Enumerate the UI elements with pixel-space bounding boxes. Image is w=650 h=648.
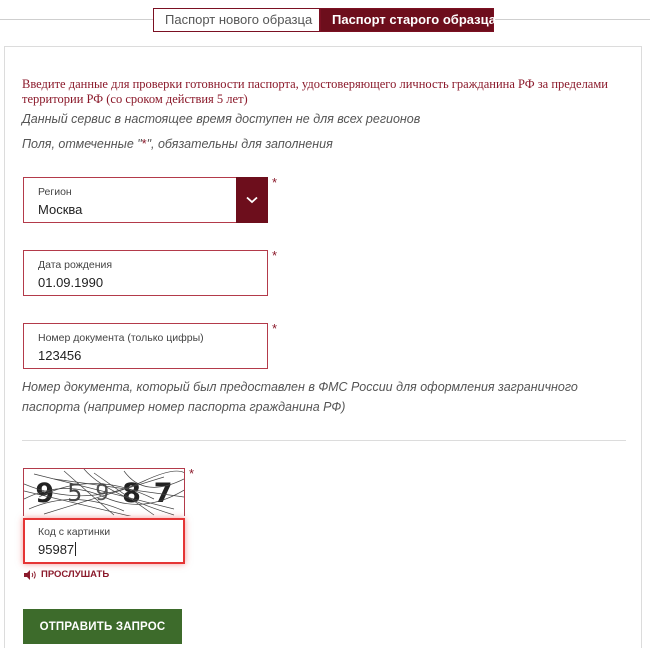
- birth-date-field[interactable]: [23, 250, 268, 296]
- required-note-prefix: Поля, отмеченные ": [22, 137, 142, 151]
- tab-new-passport[interactable]: Паспорт нового образца: [153, 8, 320, 32]
- availability-note: Данный сервис в настоящее время доступен не для всех регионов: [22, 112, 421, 126]
- required-note: [22, 137, 333, 151]
- submit-request-button[interactable]: ОТПРАВИТЬ ЗАПРОС: [23, 609, 182, 644]
- speaker-icon: [24, 570, 38, 580]
- region-required-mark: *: [272, 175, 278, 190]
- form-intro: Введите данные для проверки готовности паспорта, удостоверяющего личность гражданина РФ за пределами территории РФ (со сроком действия 5 лет): [22, 77, 608, 106]
- document-number-field[interactable]: [23, 323, 268, 369]
- captcha-digit: 5: [67, 479, 85, 507]
- captcha-code-input[interactable]: [38, 542, 168, 557]
- document-number-hint: Номер документа, который был предоставлен в ФМС России для оформления заграничного паспорта (например номер паспорта гражданина РФ): [22, 380, 578, 414]
- passport-type-tabs: [153, 8, 494, 32]
- section-divider: [22, 440, 626, 441]
- birth-date-input[interactable]: [38, 275, 238, 290]
- region-label: Регион: [38, 186, 72, 198]
- region-select[interactable]: [23, 177, 268, 223]
- birth-date-required-mark: *: [272, 248, 278, 263]
- captcha-code-label: Код с картинки: [38, 526, 111, 538]
- document-number-label: Номер документа (только цифры): [38, 332, 204, 344]
- captcha-image: [23, 468, 185, 516]
- captcha-digit: 8: [122, 477, 143, 509]
- birth-date-label: Дата рождения: [38, 259, 113, 271]
- document-number-input[interactable]: [38, 348, 238, 363]
- captcha-digit: 9: [95, 480, 112, 506]
- region-dropdown-button[interactable]: [236, 177, 268, 223]
- tab-old-passport[interactable]: Паспорт старого образца: [320, 8, 494, 32]
- captcha-required-mark: *: [189, 466, 195, 481]
- captcha-code-value: 95987: [38, 542, 75, 557]
- captcha-code-field[interactable]: [23, 518, 185, 564]
- required-note-star: *: [141, 137, 147, 151]
- captcha-noise: [24, 469, 185, 516]
- listen-label: ПРОСЛУШАТЬ: [41, 569, 110, 580]
- captcha-digit: 9: [35, 477, 57, 509]
- chevron-down-icon: [246, 196, 258, 204]
- region-value: Москва: [38, 202, 83, 217]
- document-number-required-mark: *: [272, 321, 278, 336]
- listen-captcha-link[interactable]: [24, 569, 109, 580]
- text-cursor: [75, 542, 76, 556]
- required-note-suffix: ", обязательны для заполнения: [146, 137, 333, 151]
- captcha-digit: 7: [153, 477, 175, 509]
